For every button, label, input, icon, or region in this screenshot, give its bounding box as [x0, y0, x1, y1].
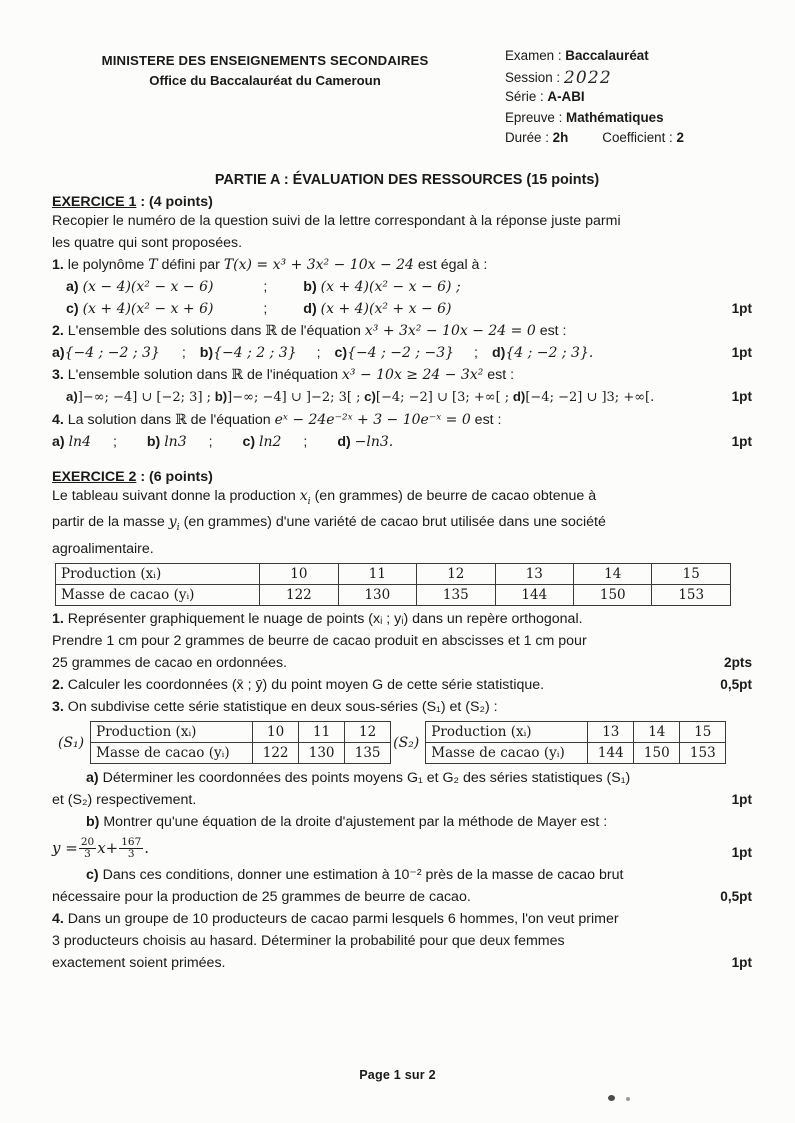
- row-label-masse: Masse de cacao (yᵢ): [56, 585, 260, 606]
- ex2-q3b-plus: +: [105, 839, 119, 858]
- exercice-1-q1-options-row-2: [52, 298, 752, 320]
- ex2-q4-text-3: exactement soient primées.: [52, 955, 226, 972]
- exam-row-serie: [505, 87, 684, 108]
- exercice-2-q3-a-line-2: [52, 789, 752, 811]
- q4-sep-1: ;: [112, 434, 117, 450]
- q4-text-3: est :: [470, 412, 502, 428]
- ex2-q3c-points: 0,5pt: [720, 889, 752, 905]
- cell-masse-2: 135: [417, 585, 495, 606]
- q3-symbol-R: ℝ: [231, 367, 244, 383]
- cell-masse-5: 153: [652, 585, 731, 606]
- q3-points: 1pt: [731, 389, 752, 404]
- cell-production-4: 14: [574, 564, 652, 585]
- q3-option-d-label: d): [512, 389, 526, 404]
- q4-symbol-R: ℝ: [175, 412, 187, 428]
- cell-masse-1: 130: [338, 585, 416, 606]
- table-row-production: [56, 564, 731, 585]
- exercice-2-points: : (6 points): [136, 469, 213, 485]
- q4-points: 1pt: [731, 434, 752, 449]
- exercice-2-q3-a-line-1: [52, 767, 752, 789]
- slope-numerator: 20: [80, 835, 95, 848]
- sub-series-tables: [56, 721, 752, 764]
- exam-content: [52, 172, 752, 974]
- q3-text-3: est :: [483, 367, 515, 383]
- exercice-1-question-1: [52, 254, 752, 276]
- exercice-1-intro-line-1: Recopier le numéro de la question suivi de la lettre correspondant à la réponse juste parmi: [52, 213, 621, 229]
- q3-option-c-label: c): [364, 389, 376, 404]
- exercice-2-question-4-line-1: [52, 908, 752, 930]
- q4-sep-3: ;: [303, 434, 308, 450]
- page-number-label: Page 1 sur 2: [359, 1068, 436, 1082]
- q2-option-a-value: {−4 ; −2 ; 3}: [64, 345, 160, 361]
- s1-cell-production-0: 10: [253, 722, 299, 743]
- serie-value: A-ABI: [547, 89, 585, 104]
- cell-production-1: 11: [338, 564, 416, 585]
- ex2-q4-points: 1pt: [731, 955, 752, 971]
- intro-2b: (en grammes) d'une variété de cacao brut utilisée dans une société: [179, 514, 606, 531]
- cell-production-2: 12: [417, 564, 495, 585]
- ex2-q2-points: 0,5pt: [720, 677, 752, 693]
- ex2-q3b-variable-x: x: [97, 839, 106, 858]
- q1-text-mid: défini par: [157, 257, 224, 273]
- exercice-2-question-2: [52, 674, 752, 696]
- s1-row-label-masse: Masse de cacao (yᵢ): [91, 743, 253, 764]
- q1-symbol-T: T: [148, 257, 158, 273]
- s2-cell-masse-0: 144: [588, 743, 634, 764]
- intro-symbol-xi: $x_i$: [299, 488, 311, 507]
- s2-label: (S₂): [393, 734, 420, 751]
- q3-option-c-value: [−4; −2] ∪ [3; +∞[ ;: [375, 390, 510, 405]
- s2-cell-masse-1: 150: [634, 743, 680, 764]
- ex2-q3-number: 3.: [52, 699, 64, 716]
- s1-cell-masse-0: 122: [253, 743, 299, 764]
- exercice-1-q4-options: [52, 431, 752, 453]
- q2-option-d-value: {4 ; −2 ; 3}.: [505, 345, 594, 361]
- exercice-1-heading: [52, 194, 752, 210]
- coefficient-label: Coefficient :: [602, 130, 677, 145]
- intro-1b: (en grammes) de beurre de cacao obtenue à: [310, 488, 597, 504]
- table-row-masse: [56, 585, 731, 606]
- exam-row-session: [505, 67, 684, 88]
- s2-row-production: [426, 722, 726, 743]
- s1-row-production: [91, 722, 391, 743]
- q4-option-d-value: −ln3.: [354, 434, 394, 450]
- s1-row-label-production: Production (xᵢ): [91, 722, 253, 743]
- page-footer: [0, 1068, 795, 1082]
- scan-artifact-1: [608, 1095, 615, 1101]
- q3-option-d-value: [−4; −2] ∪ ]3; +∞[.: [525, 390, 655, 405]
- q4-option-b-label: b): [146, 434, 161, 450]
- exercice-2-question-4-line-2: 3 producteurs choisis au hasard. Déterminer la probabilité pour que deux femmes: [52, 933, 565, 950]
- s2-cell-production-1: 14: [634, 722, 680, 743]
- exercice-2-question-4-line-3: [52, 952, 752, 974]
- intro-1a: Le tableau suivant donne la production: [52, 488, 300, 504]
- q3-option-b-value: ]−∞; −4] ∪ ]−2; 3[ ;: [227, 390, 361, 405]
- ministry-name: MINISTERE DES ENSEIGNEMENTS SECONDAIRES: [101, 53, 429, 68]
- q2-option-a-label: a): [52, 345, 65, 361]
- q4-text-2: de l'équation: [186, 412, 275, 428]
- q1-option-a-label: a): [66, 279, 79, 295]
- ex2-q3c-text-2: nécessaire pour la production de 25 grammes de beurre de cacao.: [52, 889, 471, 906]
- q2-expression: x³ + 3x² − 10x − 24 = 0: [364, 323, 536, 339]
- exercice-2-q3-b-equation-line: [52, 833, 752, 864]
- sub-series-2-table: [425, 721, 726, 764]
- ex2-q2-text: Calculer les coordonnées (x̄ ; ȳ) du point moyen G de cette série statistique.: [63, 677, 545, 694]
- serie-label: Série :: [505, 89, 548, 104]
- exercice-1-question-3: [52, 364, 752, 386]
- exercice-1-points: : (4 points): [136, 194, 213, 210]
- q2-option-b-label: b): [199, 345, 214, 361]
- exercice-2-q3-c-line-2: [52, 886, 752, 908]
- cell-masse-4: 150: [574, 585, 652, 606]
- q2-option-c-value: {−4 ; −2 ; −3}: [347, 345, 455, 361]
- q2-symbol-R: ℝ: [265, 323, 277, 339]
- ex2-q1-points: 2pts: [724, 655, 752, 671]
- exercice-1-q3-options: [52, 386, 752, 409]
- examen-value: Baccalauréat: [565, 48, 649, 63]
- ex2-q3b-fraction-slope: [79, 837, 96, 860]
- exercice-2-question-1-line-1: [52, 608, 752, 630]
- q3-number: 3.: [52, 367, 64, 383]
- ex2-q3a-text-1: Déterminer les coordonnées des points moyens G₁ et G₂ des séries statistiques (S₁): [98, 770, 631, 787]
- exercice-2-intro-line-1: [52, 486, 752, 512]
- exam-row-duree-coefficient: [505, 128, 684, 149]
- q2-sep-1: ;: [181, 345, 186, 361]
- q1-expression: T(x) = x³ + 3x² − 10x − 24: [223, 257, 414, 273]
- cell-masse-0: 122: [260, 585, 338, 606]
- ministry-block: [60, 52, 470, 90]
- ex2-q3b-label: b): [86, 814, 100, 831]
- q2-option-b-value: {−4 ; 2 ; 3}: [213, 345, 297, 361]
- q1-option-c-value: (x + 4)(x² − x + 6): [82, 301, 214, 317]
- ex2-q3c-text-1: Dans ces conditions, donner une estimation à 10⁻² près de la masse de cacao brut: [98, 867, 624, 884]
- cell-production-5: 15: [652, 564, 731, 585]
- epreuve-value: Mathématiques: [566, 109, 664, 125]
- ex2-q1-text-1: Représenter graphiquement le nuage de points (xᵢ ; yᵢ) dans un repère orthogonal.: [63, 611, 583, 628]
- ex2-q1-text-3: 25 grammes de cacao en ordonnées.: [52, 655, 288, 672]
- exercice-2-label: EXERCICE 2: [52, 469, 137, 485]
- scan-artifact-2: [626, 1097, 630, 1101]
- q2-number: 2.: [52, 323, 64, 339]
- q1-option-b-value: (x + 4)(x² − x − 6) ;: [320, 279, 461, 295]
- ex2-q3b-equation-lhs: y =: [52, 839, 78, 858]
- q3-expression: x³ − 10x ≥ 24 − 3x²: [342, 367, 484, 383]
- q4-expression: eˣ − 24e⁻²ˣ + 3 − 10e⁻ˣ = 0: [274, 412, 471, 428]
- q4-text-1: La solution dans: [63, 412, 176, 428]
- exam-row-examen: [505, 46, 684, 67]
- exercice-1-q2-options: [52, 342, 752, 364]
- exercice-2-intro-line-2: [52, 512, 752, 538]
- ex2-q3c-label: c): [86, 867, 99, 884]
- q1-option-c-label: c): [66, 301, 79, 317]
- page-header: [0, 46, 795, 156]
- q4-option-a-label: a): [52, 434, 65, 450]
- ex2-q4-text-1: Dans un groupe de 10 producteurs de cacao parmi lesquels 6 hommes, l'on veut primer: [63, 911, 619, 928]
- q4-option-c-value: ln2: [259, 434, 282, 450]
- ex2-q4-number: 4.: [52, 911, 64, 928]
- partie-a-title: PARTIE A : ÉVALUATION DES RESSOURCES (15 points): [214, 172, 600, 188]
- q2-text-3: est :: [535, 323, 567, 339]
- q2-sep-3: ;: [474, 345, 478, 361]
- duree-value: 2h: [552, 130, 569, 145]
- s2-row-label-production: Production (xᵢ): [426, 722, 588, 743]
- q4-number: 4.: [52, 412, 64, 428]
- s1-cell-masse-2: 135: [345, 743, 391, 764]
- exercice-2-q3-b-line-1: [52, 811, 752, 833]
- cell-masse-3: 144: [495, 585, 573, 606]
- session-label: Session :: [505, 69, 564, 85]
- duree-label: Durée :: [505, 130, 553, 145]
- intercept-numerator: 167: [121, 835, 142, 848]
- exercice-1-intro-line-2: les quatre qui sont proposées.: [52, 234, 243, 251]
- exercice-2-question-1-line-2: Prendre 1 cm pour 2 grammes de beurre de cacao produit en abscisses et 1 cm pour: [52, 633, 587, 650]
- q3-option-b-label: b): [214, 389, 228, 404]
- q3-text-2: de l'inéquation: [243, 367, 342, 383]
- s1-cell-production-1: 11: [299, 722, 345, 743]
- q2-sep-2: ;: [316, 345, 321, 361]
- cell-production-0: 10: [260, 564, 338, 585]
- s2-cell-masse-2: 153: [680, 743, 726, 764]
- q1-separator-2: ;: [263, 301, 268, 317]
- cell-production-3: 13: [495, 564, 573, 585]
- s2-row-masse: [426, 743, 726, 764]
- office-name: Office du Baccalauréat du Cameroun: [149, 73, 381, 88]
- q1-option-d-label: d): [303, 301, 317, 317]
- cocoa-data-table-wrapper: [55, 563, 752, 606]
- ex2-q1-number: 1.: [52, 611, 64, 628]
- intercept-denominator: 3: [119, 848, 143, 860]
- ex2-q2-number: 2.: [52, 677, 64, 694]
- s2-cell-production-0: 13: [588, 722, 634, 743]
- q2-points: 1pt: [731, 345, 752, 360]
- q1-option-b-label: b): [303, 279, 317, 295]
- q2-text-1: L'ensemble des solutions dans: [63, 323, 266, 339]
- q4-option-d-label: d): [337, 434, 351, 450]
- cocoa-data-table: [55, 563, 731, 606]
- ex2-q3a-text-2: et (S₂) respectivement.: [52, 792, 197, 809]
- q1-option-d-value: (x + 4)(x² + x − 6): [320, 301, 452, 317]
- q1-text-pre: le polynôme: [63, 257, 149, 273]
- coefficient-value: 2: [676, 130, 684, 145]
- q1-separator-1: ;: [263, 279, 268, 295]
- q1-number: 1.: [52, 257, 64, 273]
- s1-cell-production-2: 12: [345, 722, 391, 743]
- q4-option-b-value: ln3: [164, 434, 187, 450]
- ex2-q3-text: On subdivise cette série statistique en deux sous-séries (S₁) et (S₂) :: [63, 699, 498, 716]
- exam-info-block: [505, 46, 684, 149]
- ex2-q3b-points: 1pt: [731, 845, 752, 861]
- intro-2a: partir de la masse: [52, 514, 169, 531]
- q3-text-1: L'ensemble solution dans: [63, 367, 232, 383]
- s2-row-label-masse: Masse de cacao (yᵢ): [426, 743, 588, 764]
- exercice-2-heading: [52, 469, 752, 485]
- session-value: 2022: [563, 67, 612, 88]
- ex2-q3b-text-1: Montrer qu'une équation de la droite d'ajustement par la méthode de Mayer est :: [99, 814, 608, 831]
- ex2-q3b-period: .: [144, 839, 150, 858]
- slope-denominator: 3: [79, 848, 96, 860]
- exercice-2-question-3: [52, 696, 752, 718]
- s1-label: (S₁): [58, 734, 85, 751]
- exercice-2-q3-c-line-1: [52, 864, 752, 886]
- epreuve-label: Epreuve :: [505, 109, 567, 125]
- q1-text-post: est égal à :: [413, 257, 488, 273]
- s1-cell-masse-1: 130: [299, 743, 345, 764]
- q2-option-c-label: c): [334, 345, 348, 361]
- sub-series-1-table: [90, 721, 391, 764]
- ex2-q3a-label: a): [86, 770, 99, 787]
- q3-option-a-value: ]−∞; −4] ∪ [−2; 3] ;: [77, 390, 212, 405]
- exercice-1-q1-options-row-1: [52, 276, 752, 298]
- exercice-2-question-1-line-3: [52, 652, 752, 674]
- exam-row-epreuve: [505, 108, 684, 129]
- examen-label: Examen :: [505, 48, 566, 63]
- row-label-production: Production (xᵢ): [56, 564, 260, 585]
- q4-sep-2: ;: [208, 434, 213, 450]
- q3-option-a-label: a): [66, 389, 78, 404]
- s2-cell-production-2: 15: [680, 722, 726, 743]
- intro-symbol-yi: $y_i$: [168, 514, 180, 534]
- q1-option-a-value: (x − 4)(x² − x − 6): [82, 279, 214, 295]
- q4-option-c-label: c): [242, 434, 256, 450]
- q2-text-2: de l'équation: [276, 323, 365, 339]
- exercice-1-question-4: [52, 409, 752, 431]
- q2-option-d-label: d): [491, 345, 506, 361]
- exercice-1-label: EXERCICE 1: [52, 194, 137, 210]
- exercice-2-intro-line-3: agroalimentaire.: [52, 540, 154, 557]
- exercice-1-question-2: [52, 320, 752, 342]
- s1-row-masse: [91, 743, 391, 764]
- ex2-q3b-fraction-intercept: [119, 837, 143, 860]
- q4-option-a-value: ln4: [68, 434, 91, 450]
- q1-points: 1pt: [731, 301, 752, 316]
- ex2-q3a-points: 1pt: [731, 792, 752, 808]
